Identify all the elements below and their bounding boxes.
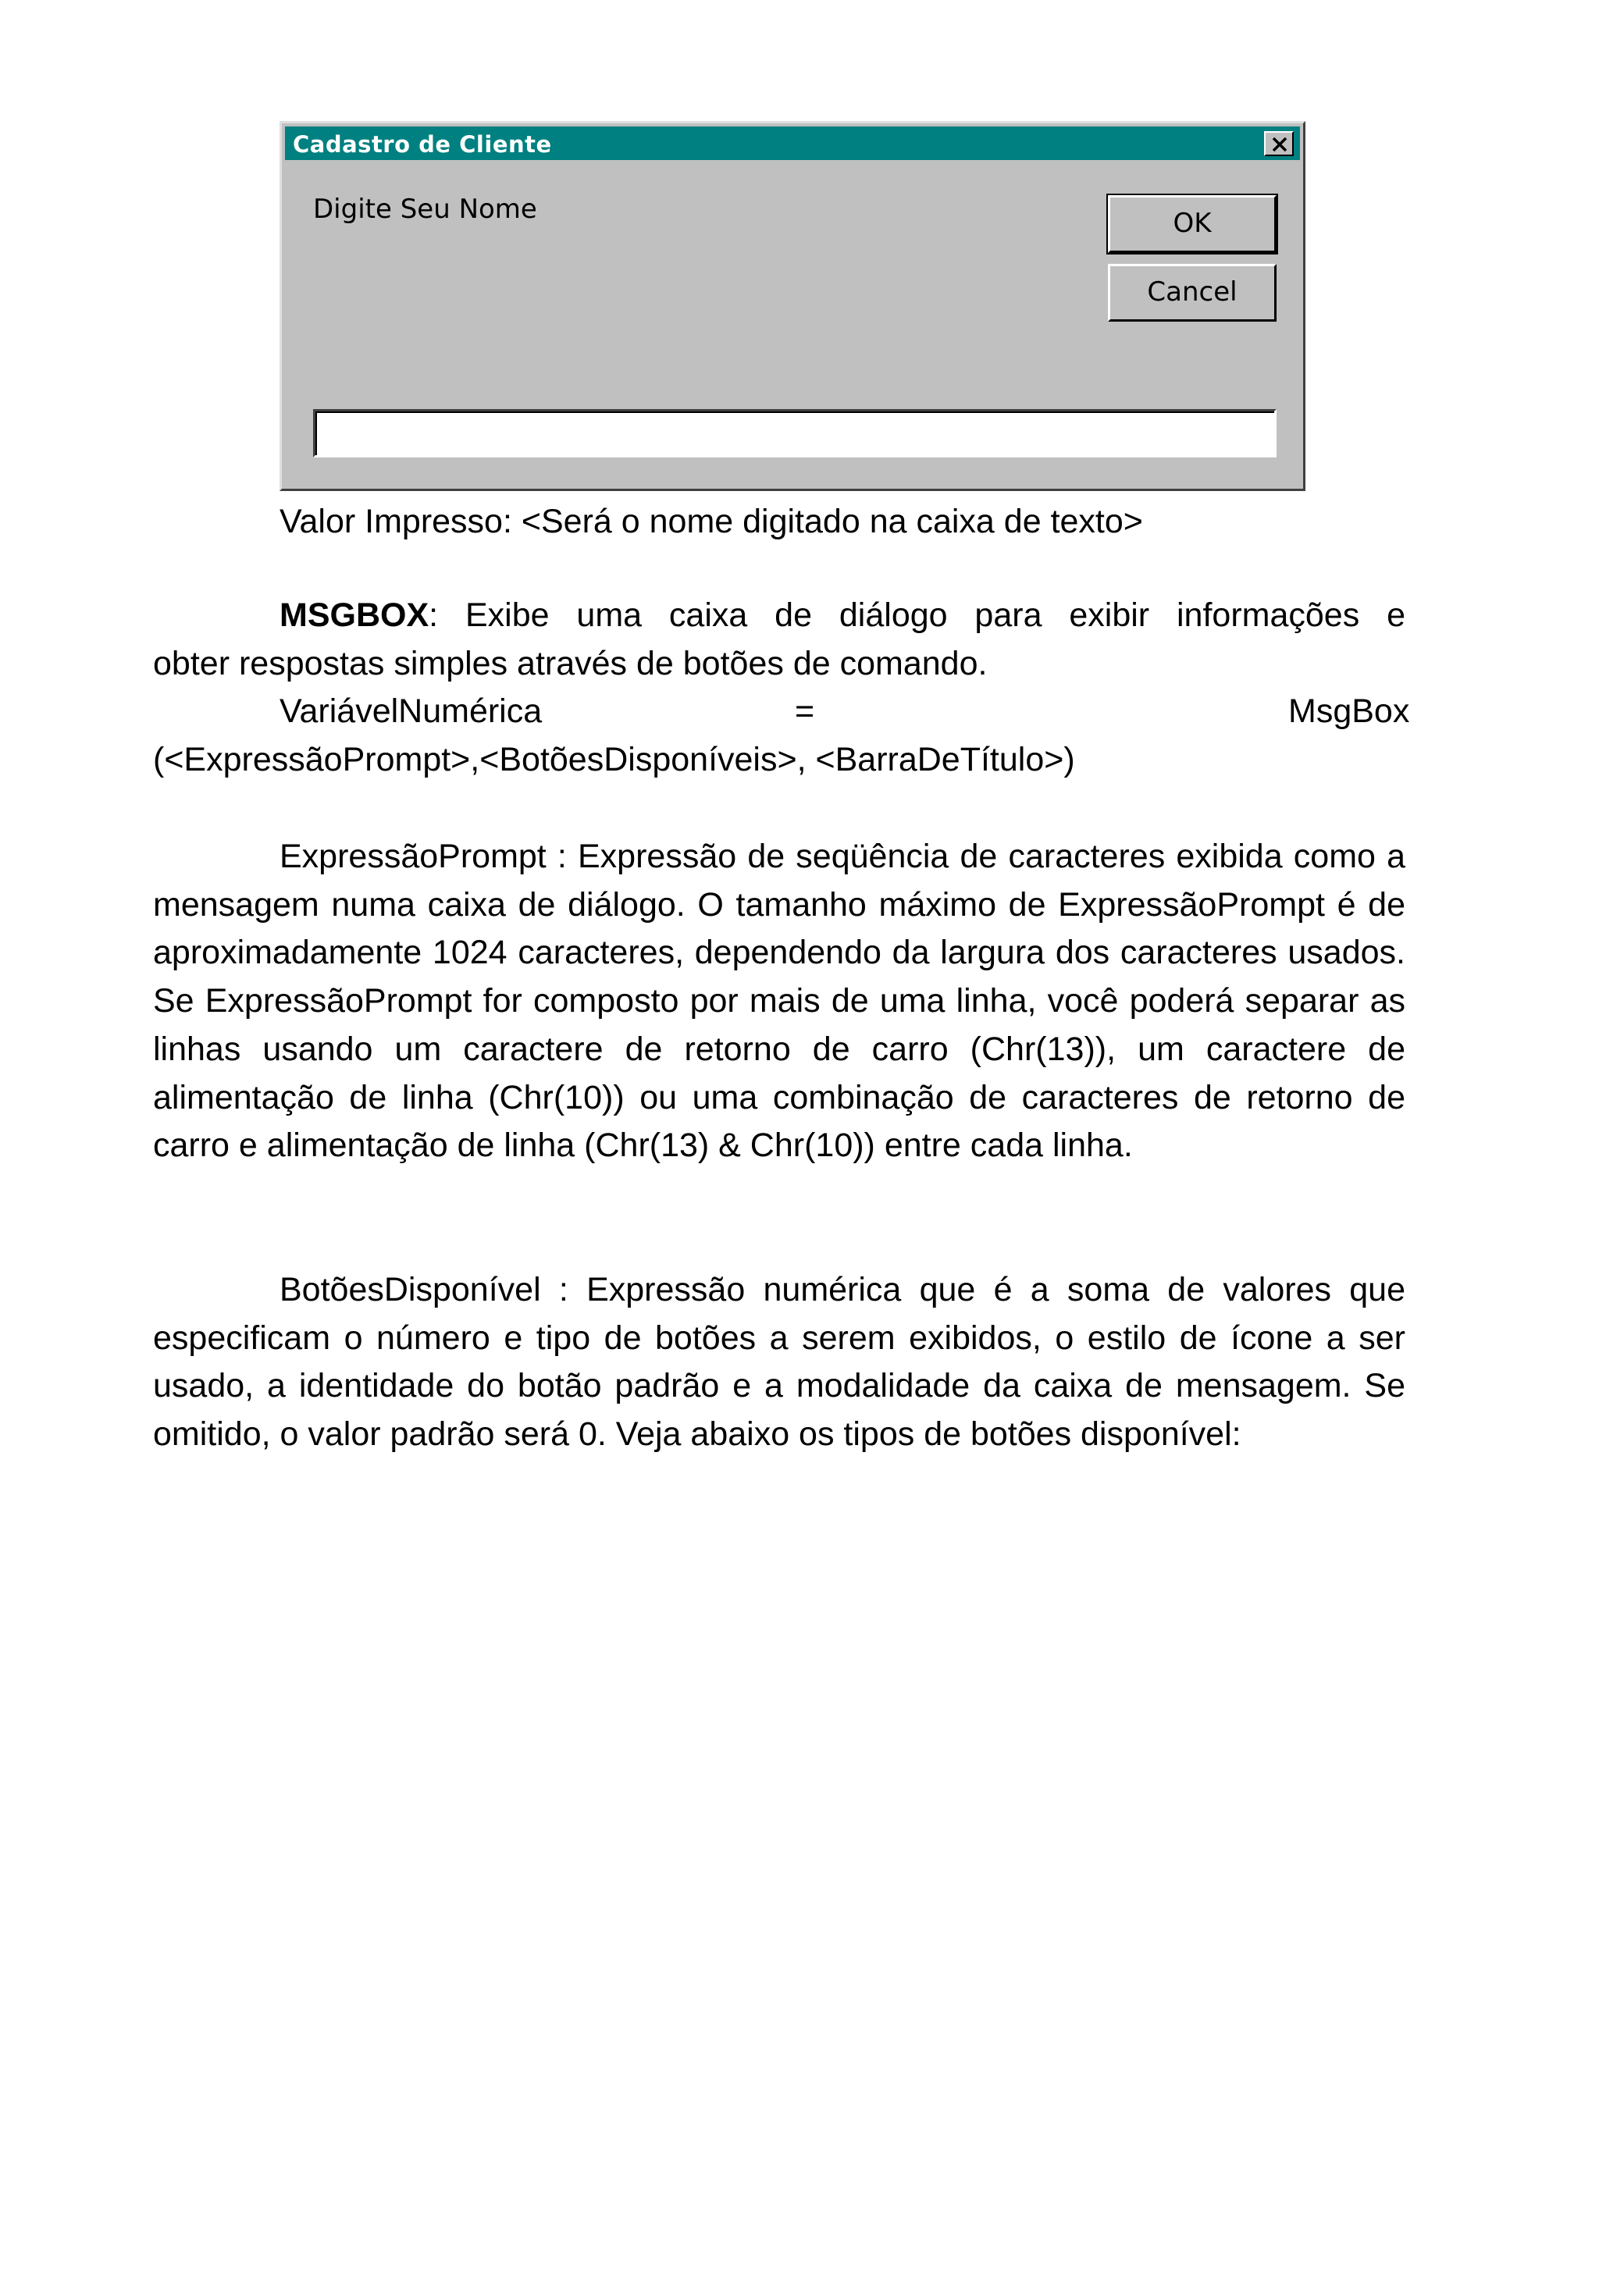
dialog-titlebar [285,126,1300,160]
msgbox-line-1 [280,596,1405,635]
name-input[interactable] [313,409,1277,457]
close-button[interactable] [1264,131,1294,156]
syntax-function: MsgBox [1288,692,1410,730]
syntax-equals: = [795,692,815,730]
msgbox-syntax-args: (<ExpressãoPrompt>,<BotõesDisponíveis>, <BarraDeTítulo>) [153,741,1075,778]
paragraph-botoes-disponivel: BotõesDisponível : Expressão numérica que é a soma de valores que especificam o número e tipo de botões a serem exibidos, o estilo de ícone a ser usado, a identidade do botão padrão e a modalidade da caixa de mensagem. Se omitido, o valor padrão será 0. Veja abaixo os tipos de botões disponível: [153,1271,1405,1454]
ok-button[interactable]: OK [1108,195,1277,253]
valor-impresso-line: Valor Impresso: <Será o nome digitado na caixa de texto> [280,503,1143,540]
cancel-button[interactable]: Cancel [1108,264,1277,322]
dialog-title: Cadastro de Cliente [293,131,552,158]
paragraph-expressao-prompt: ExpressãoPrompt : Expressão de seqüência de caracteres exibida como a mensagem numa caixa de diálogo. O tamanho máximo de ExpressãoPrompt é de aproximadamente 1024 caracteres, dependendo da largura dos caracteres usados. Se ExpressãoPrompt for composto por mais de uma linha, você poderá separar as linhas usando um caractere de retorno de carro (Chr(13)), um caractere de alimentação de linha (Chr(10)) ou uma combinação de caracteres de retorno de carro e alimentação de linha (Chr(13) & Chr(10)) entre cada linha. [153,838,1405,1165]
dialog-prompt-label: Digite Seu Nome [313,194,537,225]
msgbox-description: : Exibe uma caixa de diálogo para exibir informações e [429,596,1405,634]
input-dialog [280,121,1305,491]
syntax-variable: VariávelNumérica [280,692,543,730]
close-icon [1272,137,1287,151]
msgbox-keyword: MSGBOX [280,596,429,634]
msgbox-line-2: obter respostas simples através de botões de comando. [153,645,988,682]
